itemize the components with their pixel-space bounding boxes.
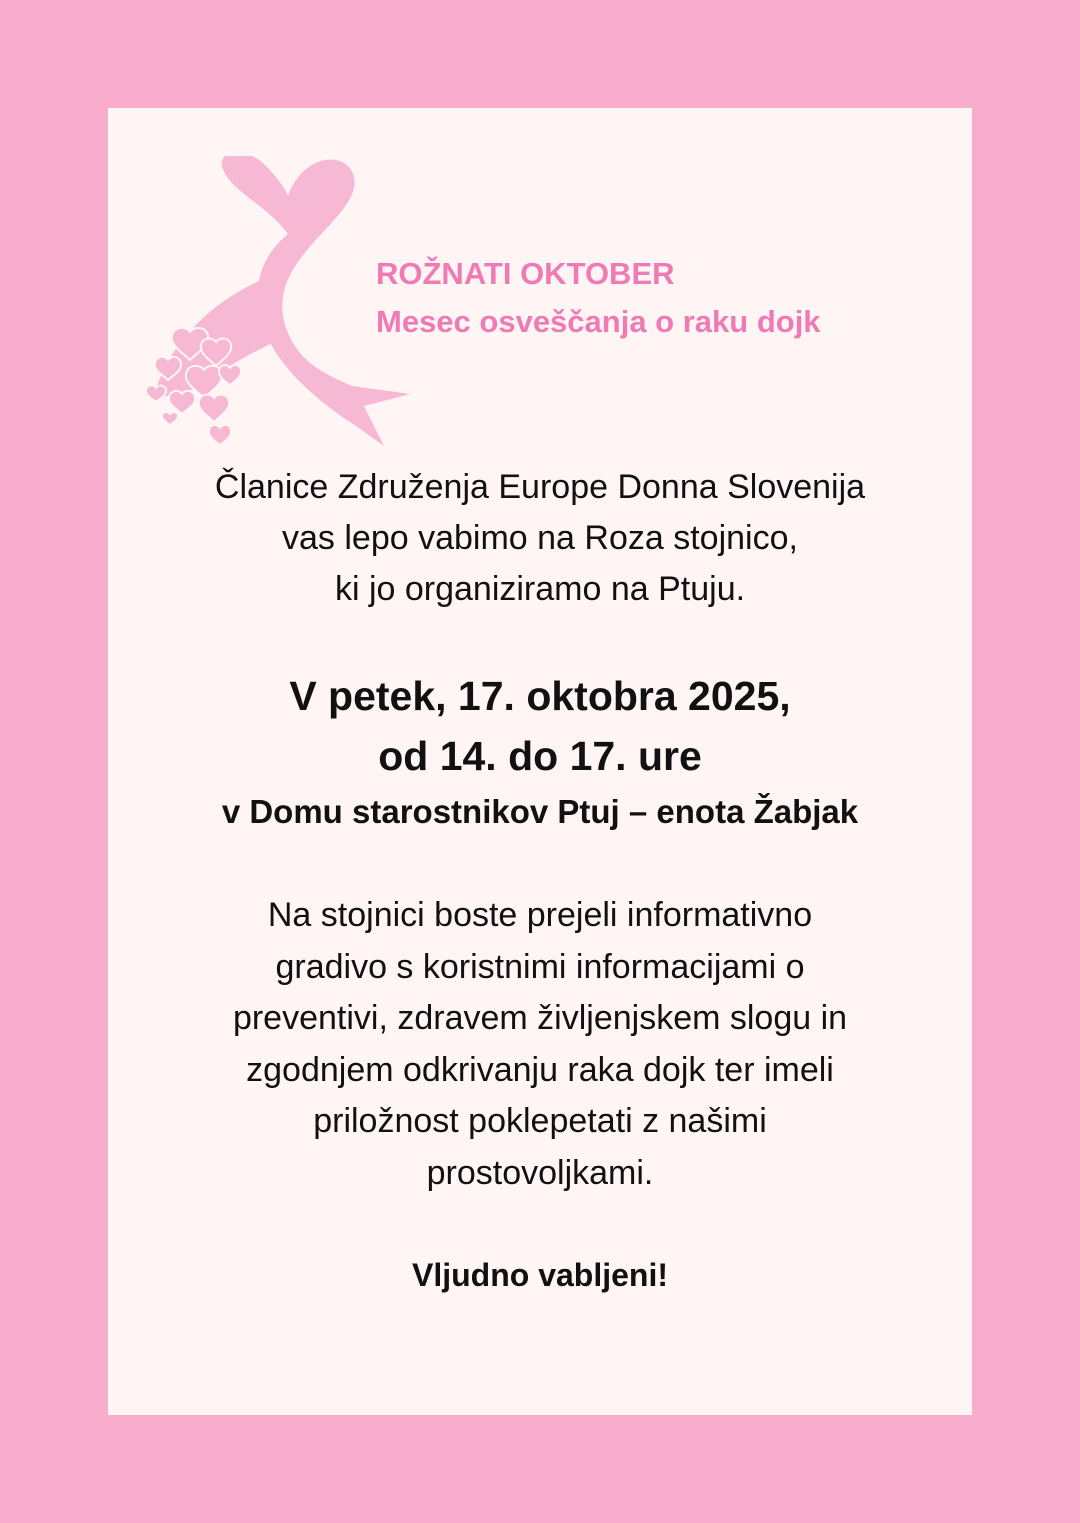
description-line: priložnost poklepetati z našimi [313,1102,767,1140]
intro-line: Članice Združenja Europe Donna Slovenija [214,468,866,506]
description-line: Na stojnici boste prejeli informativno [267,896,813,934]
description-line: preventivi, zdravem življenjskem slogu in [232,999,848,1037]
campaign-heading [376,250,821,346]
event-date-time [108,666,972,786]
intro-paragraph [108,462,972,615]
event-date: V petek, 17. oktobra 2025, [289,673,791,719]
description-line: gradivo s koristnimi informacijami o [275,947,805,986]
invitation-card [108,108,972,1415]
description-line: prostovoljkami. [426,1153,654,1192]
intro-line: ki jo organiziramo na Ptuju. [334,570,746,608]
intro-line: vas lepo vabimo na Roza stojnico, [282,519,798,557]
campaign-title: ROŽNATI OKTOBER [376,256,675,291]
event-location: v Domu starostnikov Ptuj – enota Žabjak [221,793,859,830]
campaign-subtitle: Mesec osveščanja o raku dojk [376,304,821,339]
closing-greeting: Vljudno vabljeni! [411,1257,668,1293]
description-line: zgodnjem odkrivanju raka dojk ter imeli [246,1050,834,1089]
event-time: od 14. do 17. ure [378,733,702,779]
description-paragraph [158,890,922,1199]
